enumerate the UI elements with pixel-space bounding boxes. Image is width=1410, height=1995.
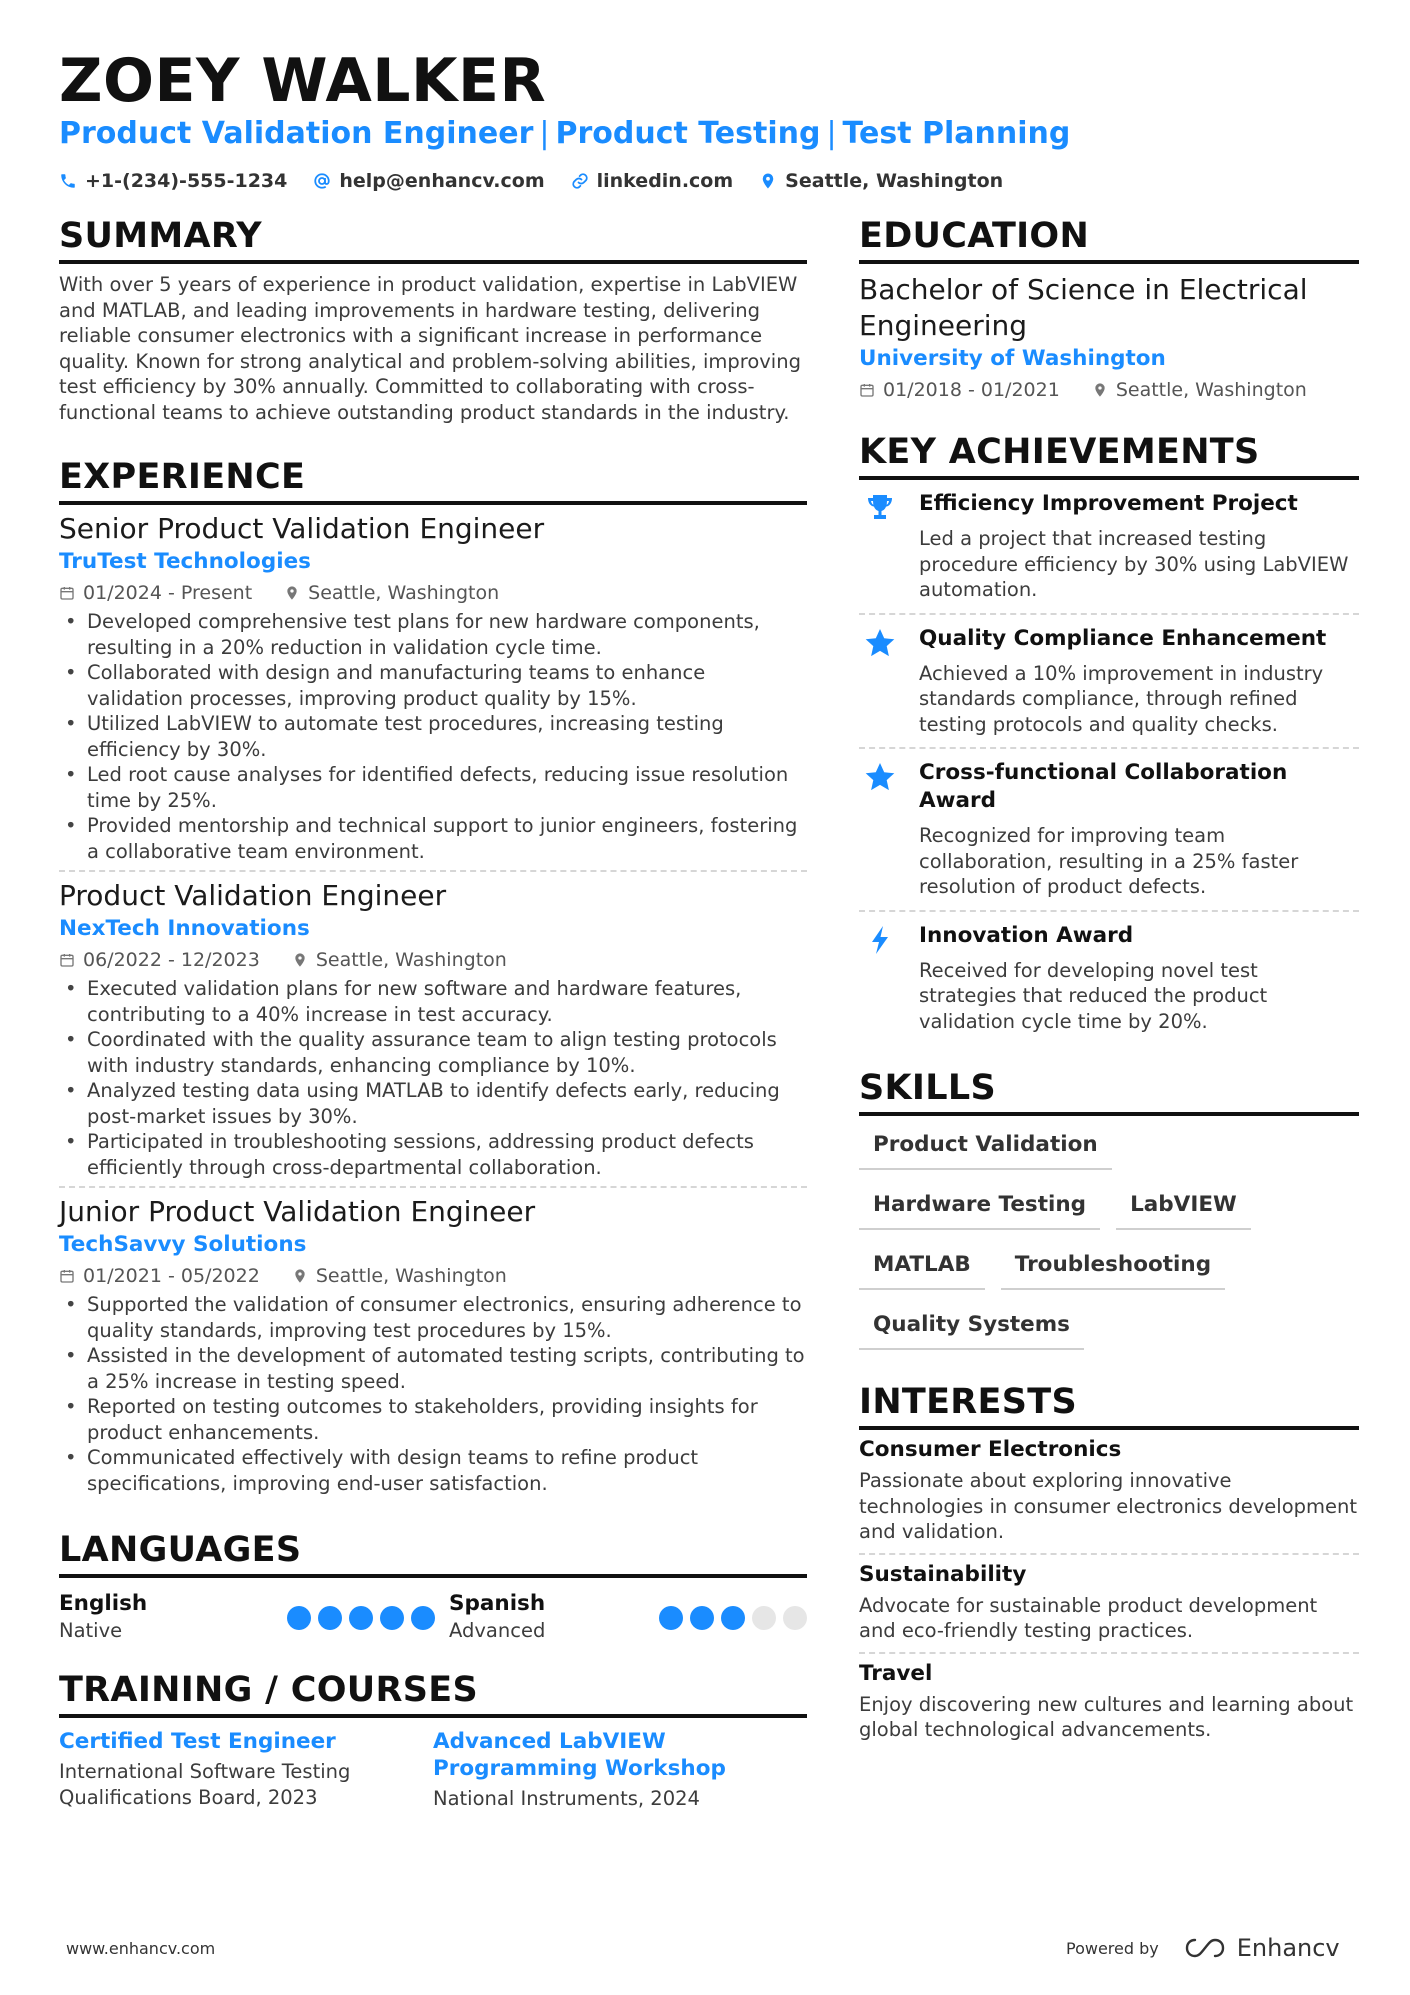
interest-item [859, 1553, 1359, 1652]
job-dates: 01/2021 - 05/2022 [83, 1265, 260, 1287]
powered-by-text: Powered by [1066, 1938, 1159, 1958]
location-pin-icon [292, 1268, 308, 1284]
skill-tag: LabVIEW [1116, 1188, 1251, 1230]
bullet-item: • Coordinated with the quality assurance team to align testing protocols with industry standards, enhancing compliance by 10%. [59, 1027, 807, 1078]
interest-desc: Enjoy discovering new cultures and learning about global technological advancements. [859, 1692, 1354, 1741]
brand-logo[interactable] [1183, 1934, 1340, 1962]
skill-tag: Quality Systems [859, 1308, 1084, 1350]
star-icon [864, 761, 896, 793]
bullet-item: • Utilized LabVIEW to automate test procedures, increasing testing efficiency by 30%. [59, 711, 807, 762]
location-text: Seattle, Washington [785, 170, 1004, 192]
contact-email[interactable] [313, 170, 544, 192]
job-meta [59, 946, 807, 974]
language-item [59, 1590, 449, 1644]
language-level: Native [59, 1619, 123, 1642]
footer-website[interactable]: www.enhancv.com [66, 1939, 216, 1958]
calendar-icon [859, 382, 875, 398]
skill-tag: MATLAB [859, 1248, 985, 1290]
training-provider: International Software Testing Qualifications Board, 2023 [59, 1760, 351, 1809]
bullet-item: • Executed validation plans for new software and hardware features, contributing to a 40% increase in test accuracy. [59, 976, 807, 1027]
interest-title: Travel [859, 1660, 933, 1686]
contact-linkedin[interactable] [571, 170, 734, 192]
training-title: Advanced LabVIEW Programming Workshop [433, 1729, 726, 1781]
candidate-name: ZOEY WALKER [59, 46, 547, 116]
headline-separator: | [539, 116, 550, 151]
rating-dot-filled [721, 1606, 745, 1630]
trophy-icon [864, 492, 896, 524]
achievement-desc: Recognized for improving team collaboration, resulting in a 25% faster resolution of product defects. [919, 824, 1299, 898]
lightning-icon [864, 924, 896, 956]
bullet-item: • Assisted in the development of automated testing scripts, contributing to a 25% increase in testing speed. [59, 1343, 807, 1394]
headline-role-2: Product Testing [555, 116, 821, 151]
skill-tag: Product Validation [859, 1128, 1112, 1170]
interest-desc: Advocate for sustainable product development and eco-friendly testing practices. [859, 1593, 1318, 1642]
bullet-item: • Reported on testing outcomes to stakeholders, providing insights for product enhancements. [59, 1394, 807, 1445]
headline-role-1: Product Validation Engineer [59, 116, 534, 151]
headline-separator: | [826, 116, 837, 151]
rating-dot-filled [659, 1606, 683, 1630]
contact-location [759, 170, 1003, 192]
education-dates: 01/2018 - 01/2021 [883, 379, 1060, 401]
bullet-item: • Provided mentorship and technical support to junior engineers, fostering a collaborative team environment. [59, 813, 807, 864]
interest-item [859, 1652, 1359, 1751]
job-entry [59, 1186, 807, 1502]
skill-tag: Hardware Testing [859, 1188, 1100, 1230]
rating-dot-filled [349, 1606, 373, 1630]
language-rating [659, 1606, 807, 1630]
experience-section [59, 455, 807, 1502]
rating-dot-filled [287, 1606, 311, 1630]
interest-item [859, 1430, 1359, 1553]
achievement-item [859, 910, 1359, 1045]
job-dates: 01/2024 - Present [83, 582, 253, 604]
job-title: Senior Product Validation Engineer [59, 512, 545, 545]
interests-heading: INTERESTS [859, 1380, 1359, 1430]
location-pin-icon [284, 585, 300, 601]
job-location: Seattle, Washington [315, 1265, 507, 1287]
linkedin-text: linkedin.com [596, 170, 734, 192]
company-name: TechSavvy Solutions [59, 1232, 307, 1257]
training-title: Certified Test Engineer [59, 1729, 336, 1754]
achievement-title: Efficiency Improvement Project [919, 491, 1298, 516]
summary-heading: SUMMARY [59, 214, 807, 264]
experience-heading: EXPERIENCE [59, 455, 807, 505]
rating-dot-filled [380, 1606, 404, 1630]
job-location: Seattle, Washington [315, 949, 507, 971]
languages-list [59, 1590, 807, 1644]
bullet-item: • Led root cause analyses for identified defects, reducing issue resolution time by 25%. [59, 762, 807, 813]
interest-desc: Passionate about exploring innovative technologies in consumer electronics development and validation. [859, 1469, 1358, 1543]
job-meta [59, 1262, 807, 1290]
bullet-item: • Supported the validation of consumer electronics, ensuring adherence to quality standards, improving test procedures by 15%. [59, 1292, 807, 1343]
job-entry [59, 870, 807, 1186]
training-section [59, 1668, 807, 1812]
achievement-desc: Led a project that increased testing procedure efficiency by 30% using LabVIEW automation. [919, 527, 1349, 601]
right-column [859, 214, 1359, 1751]
achievements-heading: KEY ACHIEVEMENTS [859, 430, 1359, 480]
job-meta [59, 579, 807, 607]
training-list [59, 1728, 807, 1812]
skill-tag: Troubleshooting [1001, 1248, 1225, 1290]
language-name: English [59, 1591, 148, 1616]
job-location: Seattle, Washington [308, 582, 500, 604]
education-location: Seattle, Washington [1115, 379, 1307, 401]
company-name: NexTech Innovations [59, 916, 310, 941]
languages-section [59, 1528, 807, 1644]
job-bullets [59, 609, 807, 864]
company-name: TruTest Technologies [59, 549, 311, 574]
enhancv-logo-icon [1183, 1936, 1227, 1960]
language-name: Spanish [449, 1591, 546, 1616]
achievement-title: Cross-functional Collaboration Award [919, 760, 1288, 813]
school-name: University of Washington [859, 346, 1166, 371]
job-title: Junior Product Validation Engineer [59, 1195, 536, 1228]
achievement-item [859, 613, 1359, 748]
achievement-title: Quality Compliance Enhancement [919, 625, 1327, 651]
job-entry [59, 505, 807, 870]
rating-dot-filled [318, 1606, 342, 1630]
left-column [59, 214, 807, 1812]
education-meta [859, 376, 1359, 404]
interest-title: Consumer Electronics [859, 1437, 1122, 1462]
job-title: Product Validation Engineer [59, 879, 447, 912]
rating-dot-empty [752, 1606, 776, 1630]
training-heading: TRAINING / COURSES [59, 1668, 807, 1718]
skills-section [859, 1066, 1359, 1350]
interests-section [859, 1380, 1359, 1751]
bullet-item: • Communicated effectively with design teams to refine product specifications, improving end-user satisfaction. [59, 1445, 807, 1496]
bullet-item: • Participated in troubleshooting sessions, addressing product defects efficiently through cross-departmental collaboration. [59, 1129, 807, 1180]
rating-dot-filled [411, 1606, 435, 1630]
star-icon [864, 627, 896, 659]
achievement-item [859, 480, 1359, 613]
bullet-item: • Developed comprehensive test plans for new hardware components, resulting in a 20% reduction in validation cycle time. [59, 609, 807, 660]
achievement-item [859, 747, 1359, 910]
language-rating [287, 1606, 435, 1630]
training-provider: National Instruments, 2024 [433, 1787, 700, 1810]
at-icon [313, 172, 331, 190]
achievement-title: Innovation Award [919, 922, 1134, 948]
calendar-icon [59, 952, 75, 968]
bullet-item: • Collaborated with design and manufacturing teams to enhance validation processes, improving product quality by 15%. [59, 660, 807, 711]
email-text: help@enhancv.com [339, 170, 545, 192]
footer-branding [1066, 1934, 1340, 1962]
language-item [449, 1590, 807, 1644]
bullet-item: • Analyzed testing data using MATLAB to identify defects early, reducing post-market issues by 30%. [59, 1078, 807, 1129]
interest-title: Sustainability [859, 1561, 1027, 1587]
education-heading: EDUCATION [859, 214, 1359, 264]
education-section [859, 214, 1359, 404]
headline [59, 116, 1070, 151]
language-level: Advanced [449, 1619, 546, 1642]
languages-heading: LANGUAGES [59, 1528, 807, 1578]
calendar-icon [59, 1268, 75, 1284]
skills-heading: SKILLS [859, 1066, 1359, 1116]
job-dates: 06/2022 - 12/2023 [83, 949, 260, 971]
location-pin-icon [759, 172, 777, 190]
degree-title: Bachelor of Science in Electrical Engineering [859, 273, 1308, 342]
skills-list [859, 1128, 1359, 1350]
contact-phone[interactable] [59, 170, 287, 192]
location-pin-icon [292, 952, 308, 968]
summary-section [59, 214, 807, 425]
headline-role-3: Test Planning [842, 116, 1071, 151]
achievements-section [859, 430, 1359, 1044]
training-item [59, 1728, 433, 1812]
job-bullets [59, 1292, 807, 1496]
rating-dot-empty [783, 1606, 807, 1630]
job-bullets [59, 976, 807, 1180]
achievement-desc: Achieved a 10% improvement in industry standards compliance, through refined testing protocols and quality checks. [919, 661, 1324, 736]
rating-dot-filled [690, 1606, 714, 1630]
phone-text: +1-(234)-555-1234 [85, 170, 288, 192]
summary-text: With over 5 years of experience in product validation, expertise in LabVIEW and MATLAB, and leading improvements in hardware testing, delivering reliable consumer electronics with a significant increase in performance quality. Known for strong analytical and problem-solving abilities, improving test efficiency by 30% annually. Committed to collaborating with cross-functional teams to achieve outstanding product standards in the industry. [59, 273, 801, 424]
achievement-desc: Received for developing novel test strategies that reduced the product validation cycle time by 20%. [919, 958, 1268, 1033]
calendar-icon [59, 585, 75, 601]
link-icon [571, 172, 589, 190]
location-pin-icon [1092, 382, 1108, 398]
phone-icon [59, 172, 77, 190]
training-item [433, 1728, 807, 1812]
contact-bar [59, 170, 1003, 192]
brand-name: Enhancv [1236, 1934, 1340, 1962]
